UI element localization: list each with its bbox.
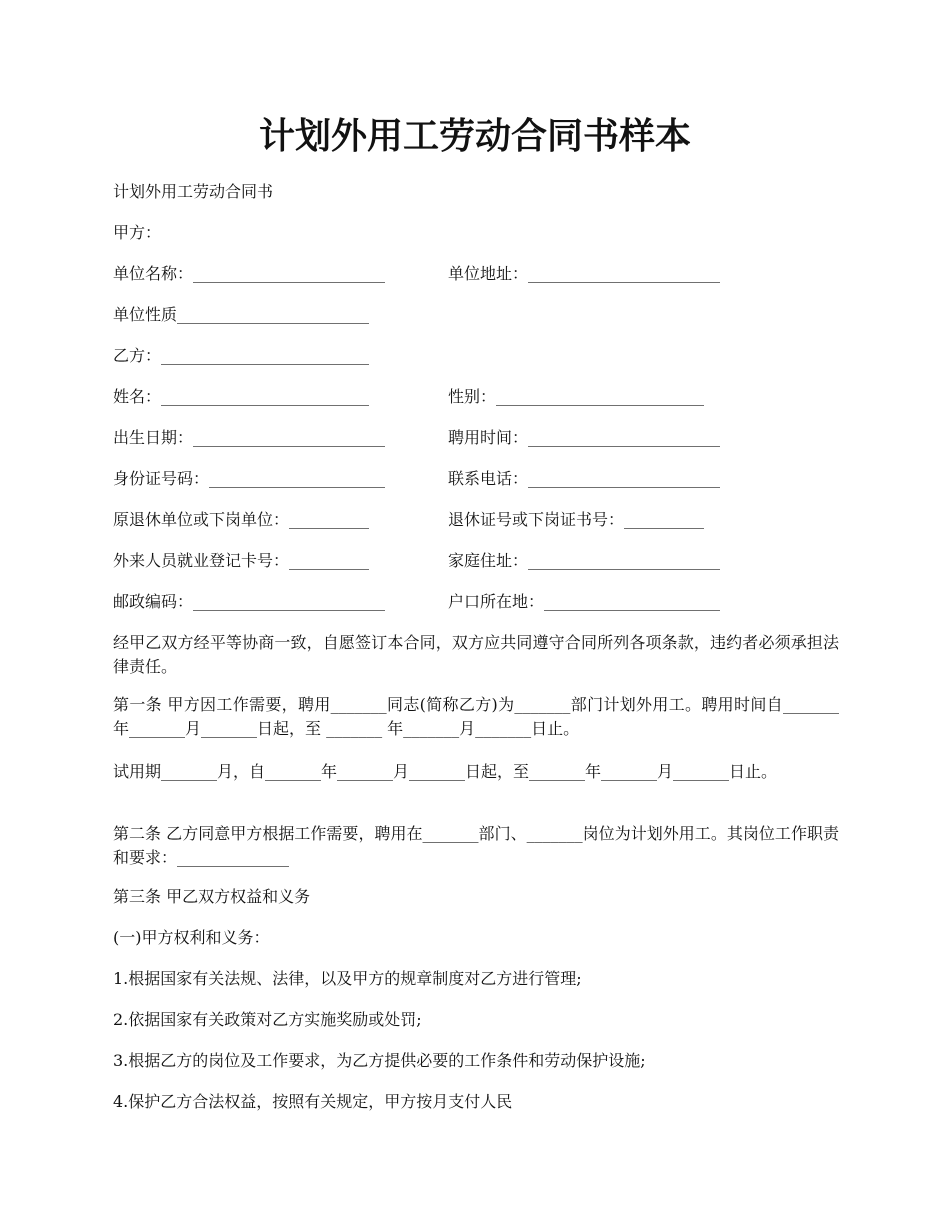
paragraph-party-a-rights: (一)甲方权利和义务：: [113, 928, 270, 947]
field-right: 聘用时间：________________________: [448, 428, 721, 447]
list-item: 3.根据乙方的岗位及工作要求，为乙方提供必要的工作条件和劳动保护设施;: [113, 1051, 646, 1070]
field-left: 单位名称：________________________: [113, 264, 386, 283]
party-a-label: 甲方：: [113, 223, 162, 242]
paragraph-probation: 试用期_______月，自_______年_______月_______日起，至_______年_______月_______日止。: [113, 762, 778, 781]
field-right: 退休证号或下岗证书号：__________: [448, 510, 705, 529]
list-item: 1.根据国家有关法规、法律，以及甲方的规章制度对乙方进行管理;: [113, 969, 582, 988]
field-left: 乙方：__________________________: [113, 346, 370, 365]
field-left: 单位性质________________________: [113, 305, 370, 324]
paragraph-article-2: 第二条 乙方同意甲方根据工作需要，聘用在_______部门、_______岗位为计划外用工。其岗位工作职责和要求：______________: [113, 824, 839, 867]
field-left: 外来人员就业登记卡号：__________: [113, 551, 370, 570]
field-left: 出生日期：________________________: [113, 428, 386, 447]
field-right: 联系电话：________________________: [448, 469, 721, 488]
list-item: 2.依据国家有关政策对乙方实施奖励或处罚;: [113, 1010, 422, 1029]
paragraph-article-1: 第一条 甲方因工作需要，聘用_______同志(简称乙方)为_______部门计划外用工。聘用时间自_______年_______月_______日起，至 _______ 年_______月_______日止。: [113, 695, 839, 738]
field-left: 姓名：__________________________: [113, 387, 370, 406]
subtitle: 计划外用工劳动合同书: [113, 182, 274, 201]
field-right: 家庭住址：________________________: [448, 551, 721, 570]
field-right: 性别：__________________________: [448, 387, 705, 406]
field-right: 单位地址：________________________: [448, 264, 721, 283]
paragraph-article-3: 第三条 甲乙双方权益和义务: [113, 887, 311, 906]
field-left: 身份证号码：______________________: [113, 469, 386, 488]
field-left: 邮政编码：________________________: [113, 592, 386, 611]
list-item: 4.保护乙方合法权益，按照有关规定，甲方按月支付人民: [113, 1092, 513, 1111]
paragraph-intro: 经甲乙双方经平等协商一致，自愿签订本合同，双方应共同遵守合同所列各项条款，违约者必须承担法律责任。: [113, 633, 839, 676]
document-title: 计划外用工劳动合同书样本: [258, 115, 691, 157]
field-right: 户口所在地：______________________: [448, 592, 721, 611]
field-left: 原退休单位或下岗单位：__________: [113, 510, 370, 529]
